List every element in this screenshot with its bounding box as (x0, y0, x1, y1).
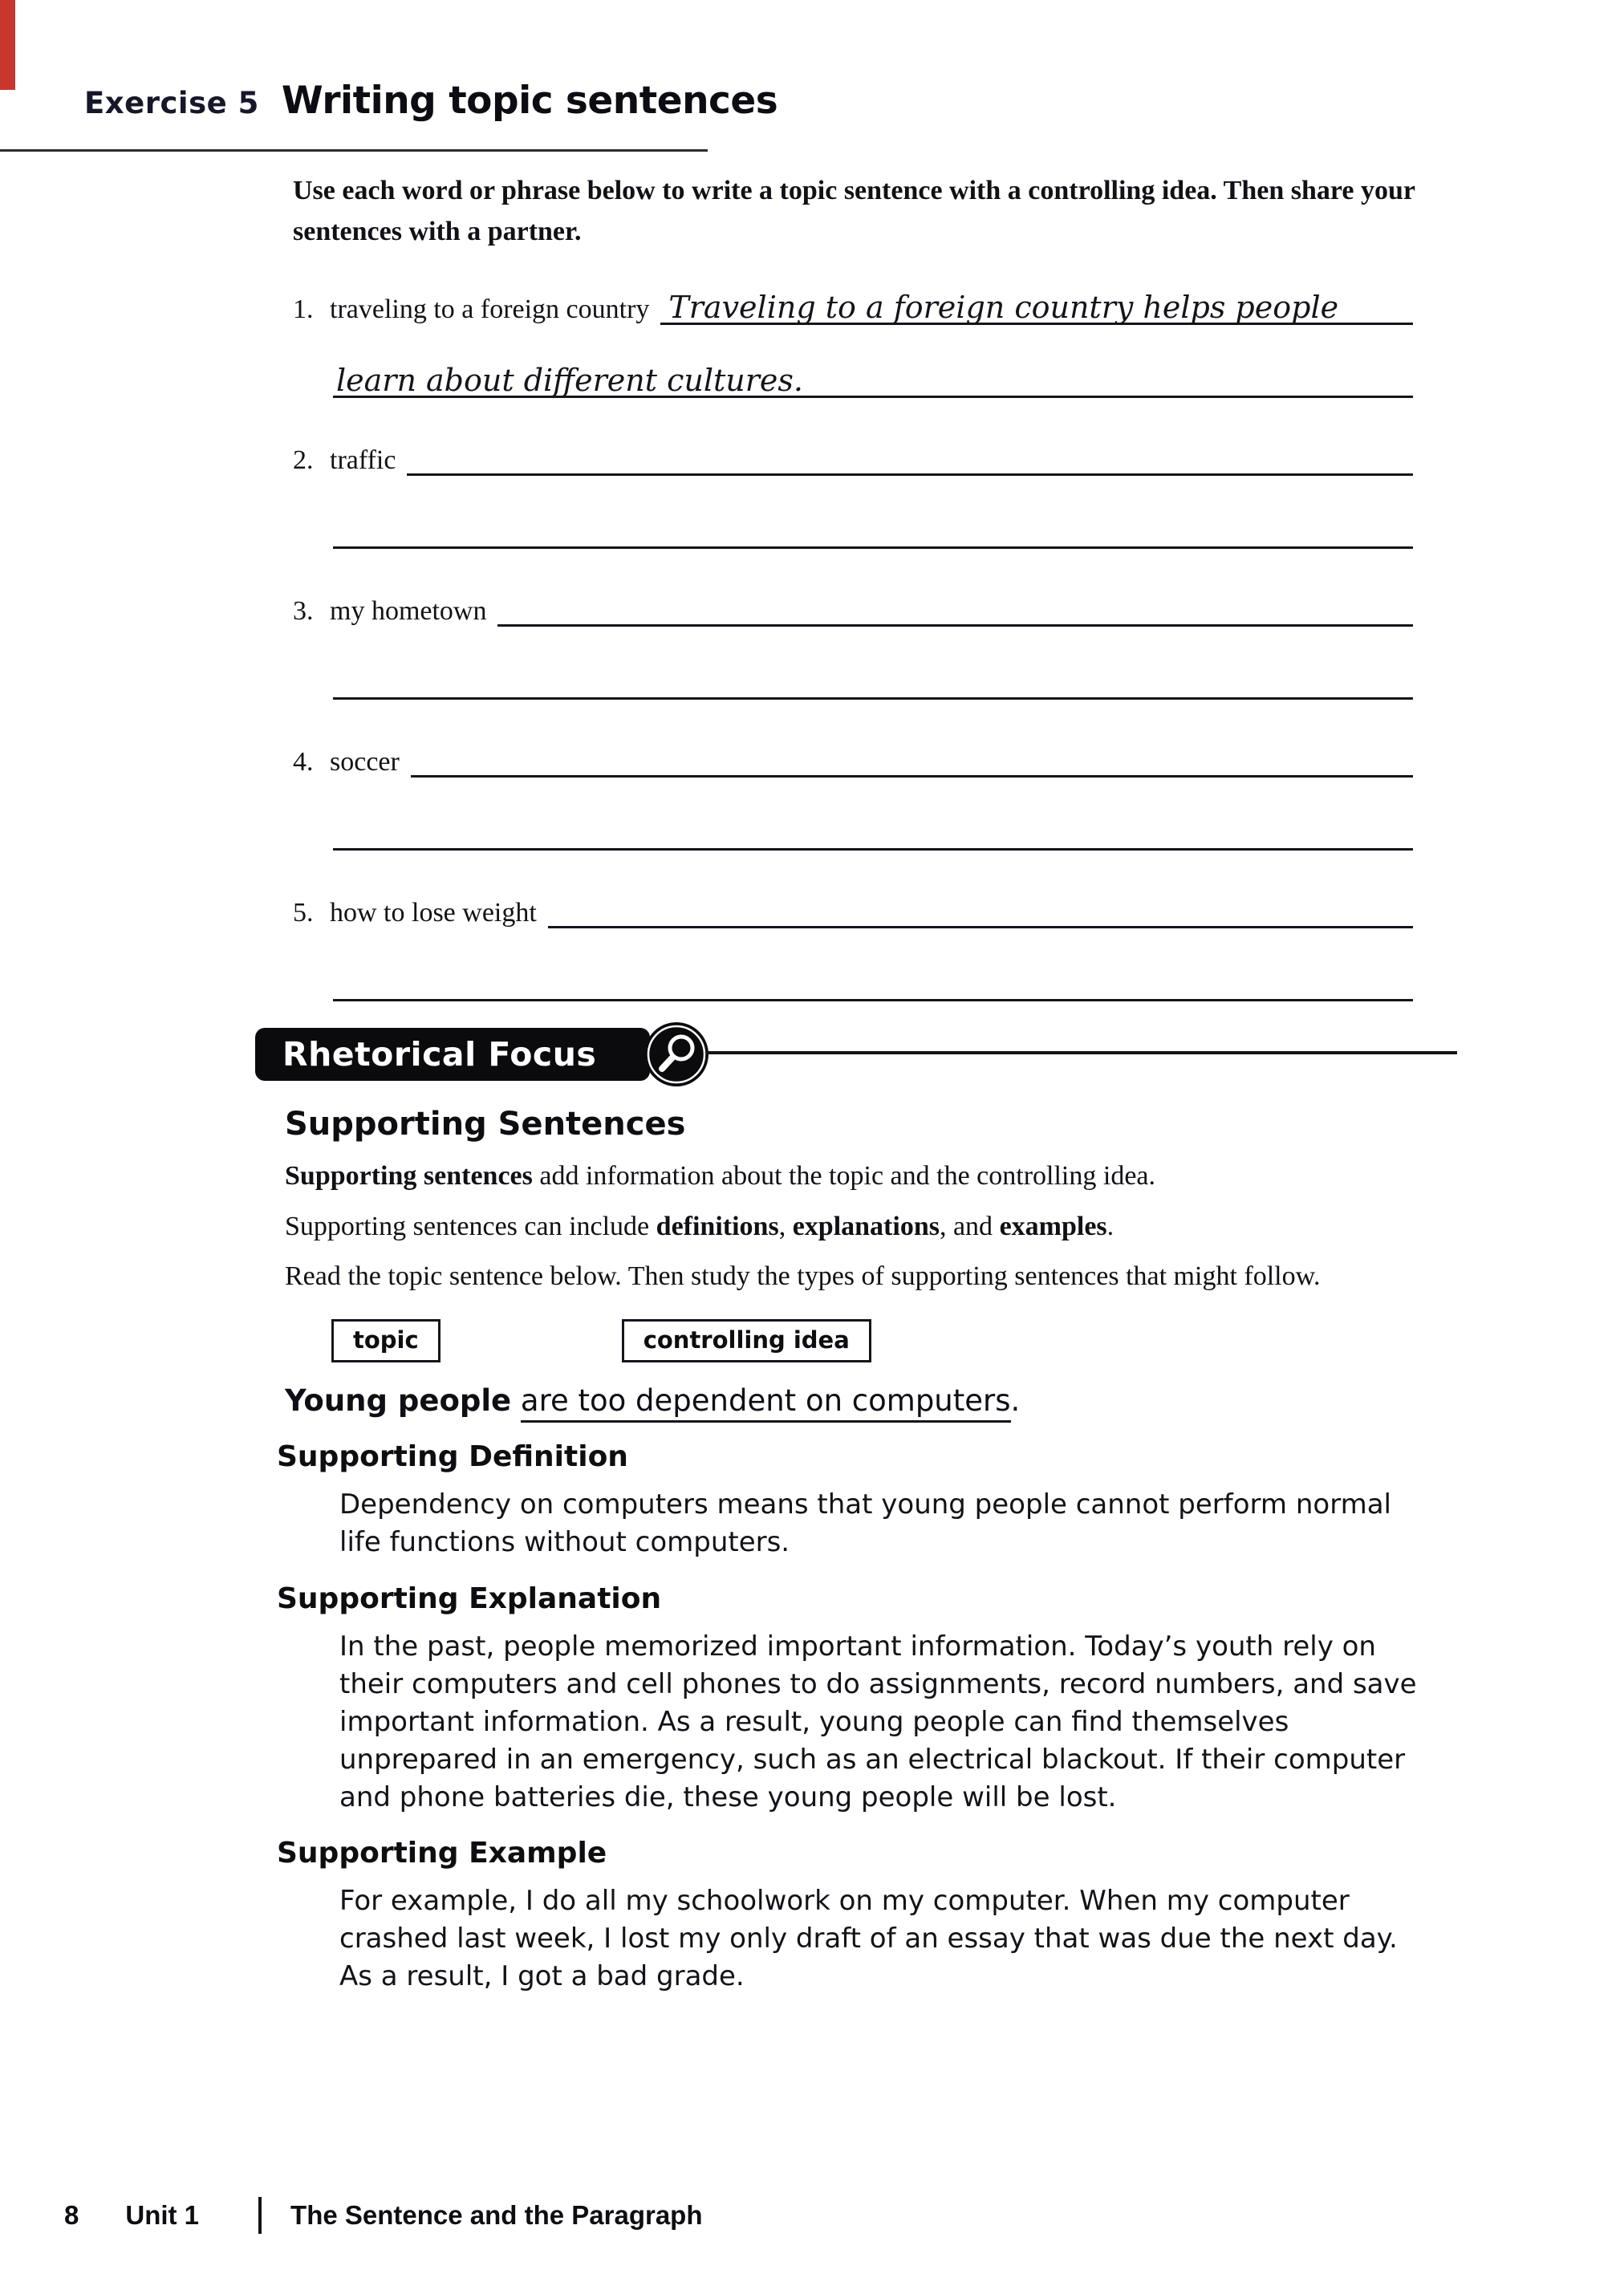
exercise-heading (84, 79, 777, 123)
page-footer (64, 2197, 703, 2234)
item-number: 3. (293, 596, 314, 626)
exercise-title: Writing topic sentences (281, 79, 778, 123)
rhetorical-focus-body (277, 1106, 1432, 1996)
period: . (1010, 1383, 1021, 1419)
rhetorical-focus-label: Rhetorical Focus (282, 1035, 597, 1074)
support-heading-definition: Supporting Definition (277, 1440, 628, 1474)
list-item (293, 441, 1413, 549)
item-number: 4. (293, 747, 314, 777)
controlling-idea-text: are too dependent on computers (521, 1383, 1011, 1423)
handwritten-answer: Traveling to a foreign country helps people (668, 290, 1339, 326)
exercise-label: Exercise 5 (84, 86, 259, 120)
handwritten-answer: learn about different cultures. (336, 363, 803, 399)
answer-line[interactable] (411, 743, 1413, 778)
intro-paragraph (285, 1206, 1432, 1249)
answer-line[interactable] (660, 290, 1413, 325)
paragraph-text: , and (939, 1211, 1000, 1241)
item-prompt: traffic (330, 445, 396, 475)
diagram-labels (331, 1319, 1432, 1362)
item-prompt: my hometown (330, 596, 487, 626)
support-text-definition: Dependency on computers means that young people cannot perform normal life functions without computers. (339, 1488, 1391, 1558)
list-item (293, 592, 1413, 700)
support-heading-example: Supporting Example (277, 1837, 607, 1870)
list-item (293, 290, 1413, 398)
book-section-title: The Sentence and the Paragraph (290, 2200, 703, 2230)
topic-label-box: topic (331, 1319, 441, 1362)
paragraph-text: Supporting sentences can include (285, 1211, 656, 1241)
list-item (293, 743, 1413, 851)
banner-rule (706, 1051, 1457, 1054)
support-heading-explanation: Supporting Explanation (277, 1582, 662, 1615)
intro-paragraph (285, 1155, 1432, 1198)
intro-paragraph: Read the topic sentence below. Then study the types of supporting sentences that might follow. (285, 1261, 1321, 1292)
example-topic-sentence (285, 1383, 1432, 1418)
answer-line[interactable] (333, 663, 1413, 700)
exercise-instructions: Use each word or phrase below to write a topic sentence with a controlling idea. Then share your sentences with a partner. (293, 176, 1415, 246)
rhetorical-focus-banner (255, 1028, 650, 1081)
answer-line[interactable] (548, 894, 1413, 928)
bold-term: definitions (656, 1211, 779, 1241)
answer-line[interactable] (497, 592, 1413, 627)
support-text-explanation: In the past, people memorized important information. Today’s youth rely on their computers and cell phones to do assignments, record numbers, and save important information. As a result, young people can find themselves unprepared in an emergency, such as an electrical blackout. If their computer and phone batteries die, these young people will be lost. (339, 1630, 1417, 1813)
page-number: 8 (64, 2200, 79, 2230)
answer-line[interactable] (407, 441, 1413, 476)
unit-label: Unit 1 (125, 2200, 200, 2230)
answer-line[interactable] (333, 512, 1413, 549)
item-prompt: traveling to a foreign country (330, 294, 650, 324)
paragraph-text: , (778, 1211, 793, 1241)
support-text-example: For example, I do all my schoolwork on my computer. When my computer crashed last week, I lost my only draft of an essay that was due the next day. As a result, I got a bad grade. (339, 1885, 1398, 1993)
bold-term: Supporting sentences (285, 1161, 533, 1191)
topic-subject: Young people (285, 1383, 512, 1419)
bold-term: explanations (792, 1211, 940, 1241)
exercise-body (293, 170, 1413, 1045)
item-prompt: soccer (330, 747, 400, 777)
item-number: 2. (293, 445, 314, 475)
heading-rule (0, 149, 708, 152)
answer-line[interactable] (333, 814, 1413, 851)
bold-term: examples (999, 1211, 1107, 1241)
list-item (293, 894, 1413, 1001)
footer-divider (258, 2197, 262, 2234)
red-corner-tab (0, 0, 15, 90)
answer-line[interactable] (333, 356, 1413, 398)
answer-line[interactable] (333, 964, 1413, 1001)
paragraph-text: . (1106, 1211, 1114, 1241)
controlling-idea-label-box: controlling idea (622, 1319, 871, 1362)
item-number: 5. (293, 898, 314, 928)
magnifier-icon (643, 1021, 710, 1088)
paragraph-text: add information about the topic and the controlling idea. (532, 1161, 1155, 1191)
item-number: 1. (293, 294, 314, 324)
section-title: Supporting Sentences (285, 1106, 686, 1143)
item-prompt: how to lose weight (330, 898, 537, 928)
